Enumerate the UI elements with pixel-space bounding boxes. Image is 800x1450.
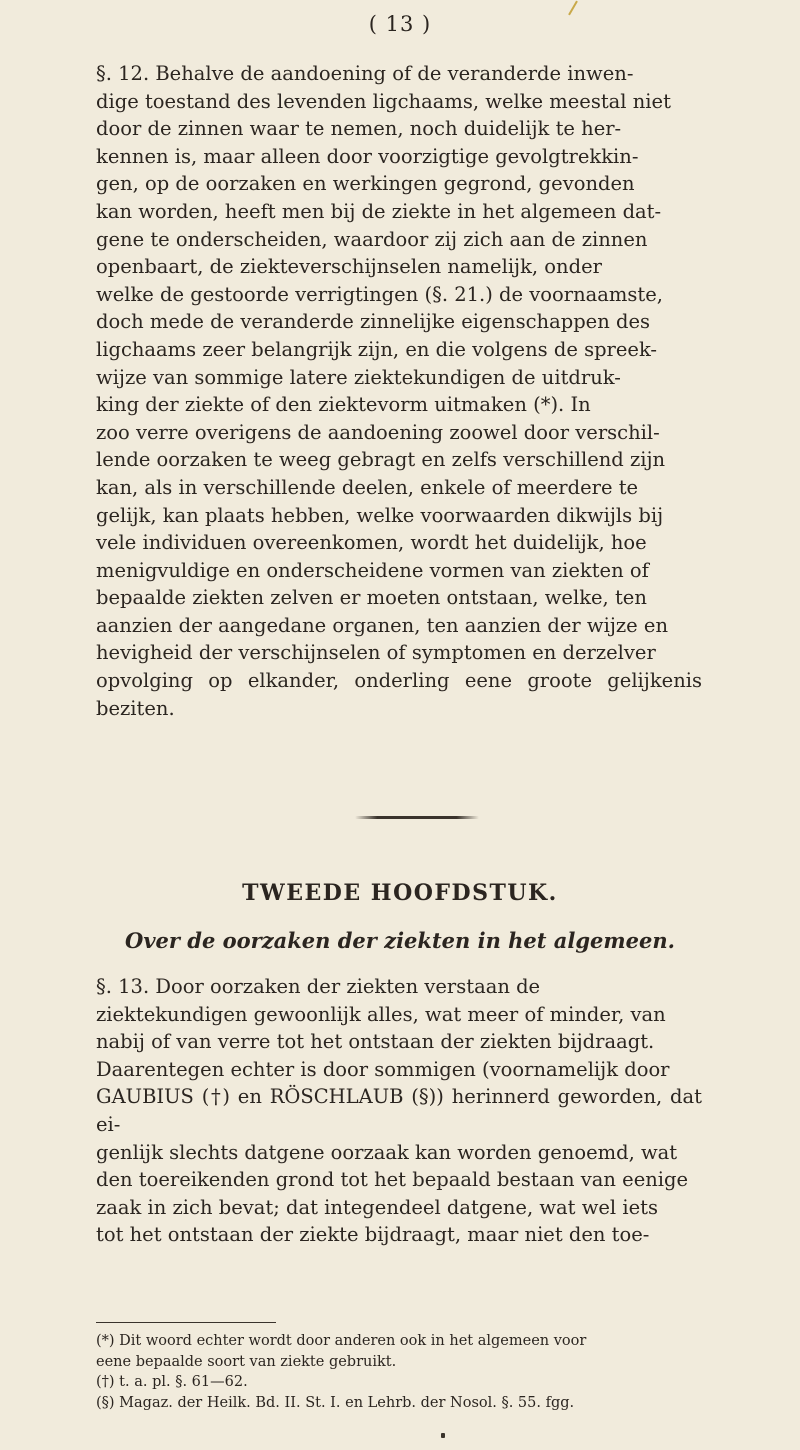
text-line: lende oorzaken te weeg gebragt en zelfs verschillend zijn (96, 448, 666, 472)
text-line: vele individuen overeenkomen, wordt het duidelijk, hoe (96, 531, 647, 555)
text-line: menigvuldige en onderscheidene vormen van ziekten of (96, 558, 649, 582)
text-line: den toereikenden grond tot het bepaald bestaan van eenige (96, 1168, 689, 1192)
text-line: kennen is, maar alleen door voorzigtige gevolgtrekkin- (96, 144, 639, 168)
text-line: genlijk slechts datgene oorzaak kan worden genoemd, wat (96, 1140, 678, 1164)
text-line: aanzien der aangedane organen, ten aanzien der wijze en (96, 613, 669, 637)
footnote-line: eene bepaalde soort van ziekte gebruikt. (96, 1353, 397, 1370)
chapter-subtitle: Over de oorzaken der ziekten in het algemeen. (125, 928, 675, 953)
text-line: nabij of van verre tot het ontstaan der ziekten bijdraagt. (96, 1030, 655, 1054)
text-line: wijze van sommige latere ziektekundigen de uitdruk- (96, 365, 621, 389)
text-line: gelijk, kan plaats hebben, welke voorwaarden dikwijls bij (96, 503, 664, 527)
text-line: bepaalde ziekten zelven er moeten ontstaan, welke, ten (96, 586, 647, 610)
text-line: ligchaams zeer belangrijk zijn, en die volgens de spreek- (96, 337, 658, 361)
text-line: king der ziekte of den ziektevorm uitmaken (*). In (96, 393, 591, 417)
text-line: zaak in zich bevat; dat integendeel datgene, wat wel iets (96, 1195, 658, 1219)
footnote-line: (§) Magaz. der Heilk. Bd. II. St. I. en Lehrb. der Nosol. §. 55. fgg. (96, 1394, 575, 1411)
printer-mark (441, 1433, 445, 1438)
text-line: door de zinnen waar te nemen, noch duidelijk te her- (96, 117, 622, 141)
text-line: welke de gestoorde verrigtingen (§. 21.) de voornaamste, (96, 282, 663, 306)
text-line: GAUBIUS (†) en RÖSCHLAUB (§)) herinnerd geworden, dat ei- (96, 1085, 702, 1136)
chapter-title: TWEEDE HOOFDSTUK. (242, 880, 558, 906)
text-line: opvolging op elkander, onderling eene groote gelijkenis beziten. (96, 669, 702, 720)
footnotes (96, 1331, 702, 1413)
text-line: openbaart, de ziekteverschijnselen namelijk, onder (96, 255, 602, 279)
section-13-paragraph (96, 973, 702, 1249)
text-line: doch mede de veranderde zinnelijke eigenschappen des (96, 310, 651, 334)
text-line: hevigheid der verschijnselen of symptomen en derzelver (96, 641, 656, 665)
text-line: dige toestand des levenden ligchaams, welke meestal niet (96, 89, 671, 113)
page-number: ( 13 ) (368, 12, 432, 36)
footnote-separator (96, 1322, 276, 1323)
text-line: gen, op de oorzaken en werkingen gegrond, gevonden (96, 172, 635, 196)
section-12-paragraph (96, 60, 702, 722)
text-line: ziektekundigen gewoonlijk alles, wat meer of minder, van (96, 1002, 666, 1026)
text-line: gene te onderscheiden, waardoor zij zich aan de zinnen (96, 227, 648, 251)
ornamental-divider (355, 816, 479, 819)
text-line: Daarentegen echter is door sommigen (voornamelijk door (96, 1057, 670, 1081)
text-line: §. 12. Behalve de aandoening of de veranderde inwen- (96, 62, 634, 85)
text-line: §. 13. Door oorzaken der ziekten verstaan de (96, 975, 541, 998)
footnote-line: (†) t. a. pl. §. 61—62. (96, 1374, 248, 1390)
text-line: kan, als in verschillende deelen, enkele of meerdere te (96, 475, 639, 499)
text-line: zoo verre overigens de aandoening zoowel door verschil- (96, 420, 660, 444)
footnote-line: (*) Dit woord echter wordt door anderen ook in het algemeen voor (96, 1333, 587, 1349)
text-line: kan worden, heeft men bij de ziekte in het algemeen dat- (96, 199, 662, 223)
text-line: tot het ontstaan der ziekte bijdraagt, maar niet den toe- (96, 1223, 650, 1247)
